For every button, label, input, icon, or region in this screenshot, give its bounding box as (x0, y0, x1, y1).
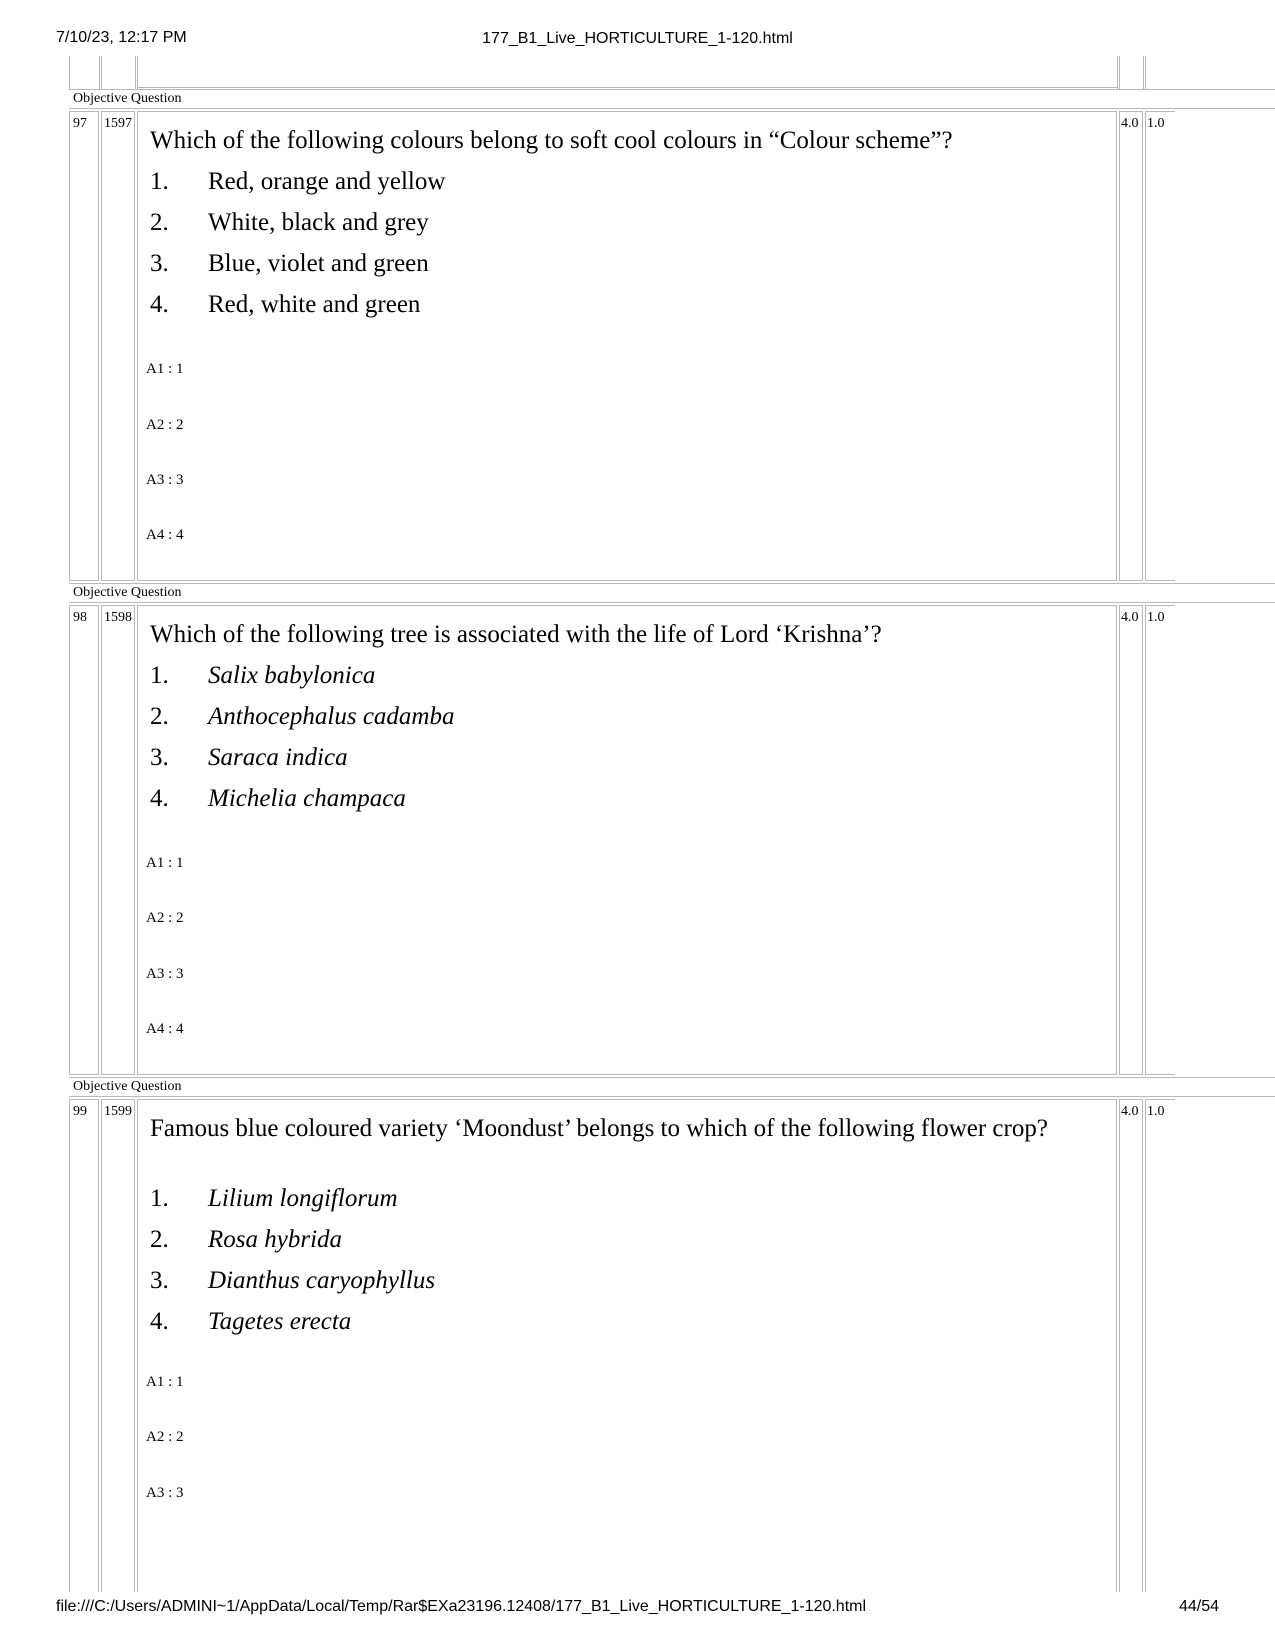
option-number: 3. (150, 1267, 169, 1294)
option-text: Saraca indica (208, 744, 348, 771)
section-label: Objective Question (73, 91, 182, 106)
question-body (137, 1099, 1117, 1592)
answer-3: A3 : 3 (146, 1485, 184, 1501)
option-text: Red, white and green (208, 291, 421, 318)
option-3 (150, 249, 429, 279)
question-table (69, 56, 1275, 1592)
answer-1: A1 : 1 (146, 361, 184, 377)
question-text: Which of the following tree is associated with the life of Lord ‘Krishna’? (150, 621, 882, 648)
marks: 4.0 (1119, 111, 1143, 581)
question-text: Famous blue coloured variety ‘Moondust’ belongs to which of the following flower crop? (150, 1115, 1048, 1142)
negative-marks: 1.0 (1145, 111, 1175, 581)
serial-number: 98 (69, 605, 99, 1075)
negative-marks: 1.0 (1145, 1099, 1175, 1592)
option-number: 2. (150, 703, 169, 730)
option-number: 4. (150, 785, 169, 812)
option-text: White, black and grey (208, 209, 429, 236)
option-number: 3. (150, 744, 169, 771)
question-id: 1598 (101, 605, 135, 1075)
option-3 (150, 743, 348, 773)
option-2 (150, 702, 454, 732)
option-1 (150, 1184, 398, 1214)
question-text: Which of the following colours belong to soft cool colours in “Colour scheme”? (150, 127, 953, 154)
marks: 4.0 (1119, 605, 1143, 1075)
option-number: 4. (150, 291, 169, 318)
option-number: 1. (150, 168, 169, 195)
section-label: Objective Question (73, 1079, 182, 1094)
option-text: Blue, violet and green (208, 250, 429, 277)
answer-1: A1 : 1 (146, 1374, 184, 1390)
answer-3: A3 : 3 (146, 966, 184, 982)
option-text: Tagetes erecta (208, 1308, 352, 1335)
question-row (69, 605, 1275, 1075)
option-text: Rosa hybrida (208, 1226, 343, 1253)
section-label: Objective Question (73, 585, 182, 600)
option-text: Salix babylonica (208, 662, 376, 689)
option-3 (150, 1266, 435, 1296)
answer-2: A2 : 2 (146, 910, 184, 926)
option-number: 3. (150, 250, 169, 277)
negative-marks: 1.0 (1145, 605, 1175, 1075)
option-text: Michelia champaca (208, 785, 406, 812)
option-number: 1. (150, 662, 169, 689)
question-row (69, 111, 1275, 581)
option-1 (150, 167, 445, 197)
print-file-path: file:///C:/Users/ADMINI~1/AppData/Local/Temp/Rar$EXa23196.12408/177_B1_Live_HORTICULTURE_1-120.html (56, 1598, 867, 1615)
question-row (69, 1099, 1275, 1592)
option-1 (150, 661, 375, 691)
option-4 (150, 1307, 351, 1337)
serial-number: 97 (69, 111, 99, 581)
option-4 (150, 290, 420, 320)
question-body (137, 111, 1117, 581)
option-number: 1. (150, 1185, 169, 1212)
answer-4: A4 : 4 (146, 527, 184, 543)
option-number: 2. (150, 209, 169, 236)
question-id: 1599 (101, 1099, 135, 1592)
print-date: 7/10/23, 12:17 PM (56, 29, 187, 46)
option-number: 2. (150, 1226, 169, 1253)
option-number: 4. (150, 1308, 169, 1335)
question-body (137, 605, 1117, 1075)
previous-row-tail (69, 56, 1275, 90)
print-title: 177_B1_Live_HORTICULTURE_1-120.html (482, 30, 793, 47)
option-text: Dianthus caryophyllus (208, 1267, 436, 1294)
option-2 (150, 1225, 342, 1255)
answer-4: A4 : 4 (146, 1021, 184, 1037)
page-number: 44/54 (1178, 1598, 1219, 1615)
answer-3: A3 : 3 (146, 472, 184, 488)
option-text: Lilium longiflorum (208, 1185, 398, 1212)
option-text: Red, orange and yellow (208, 168, 446, 195)
answer-2: A2 : 2 (146, 1429, 184, 1445)
answer-1: A1 : 1 (146, 855, 184, 871)
question-id: 1597 (101, 111, 135, 581)
option-4 (150, 784, 406, 814)
option-2 (150, 208, 429, 238)
serial-number: 99 (69, 1099, 99, 1592)
answer-2: A2 : 2 (146, 417, 184, 433)
option-text: Anthocephalus cadamba (208, 703, 455, 730)
marks: 4.0 (1119, 1099, 1143, 1592)
